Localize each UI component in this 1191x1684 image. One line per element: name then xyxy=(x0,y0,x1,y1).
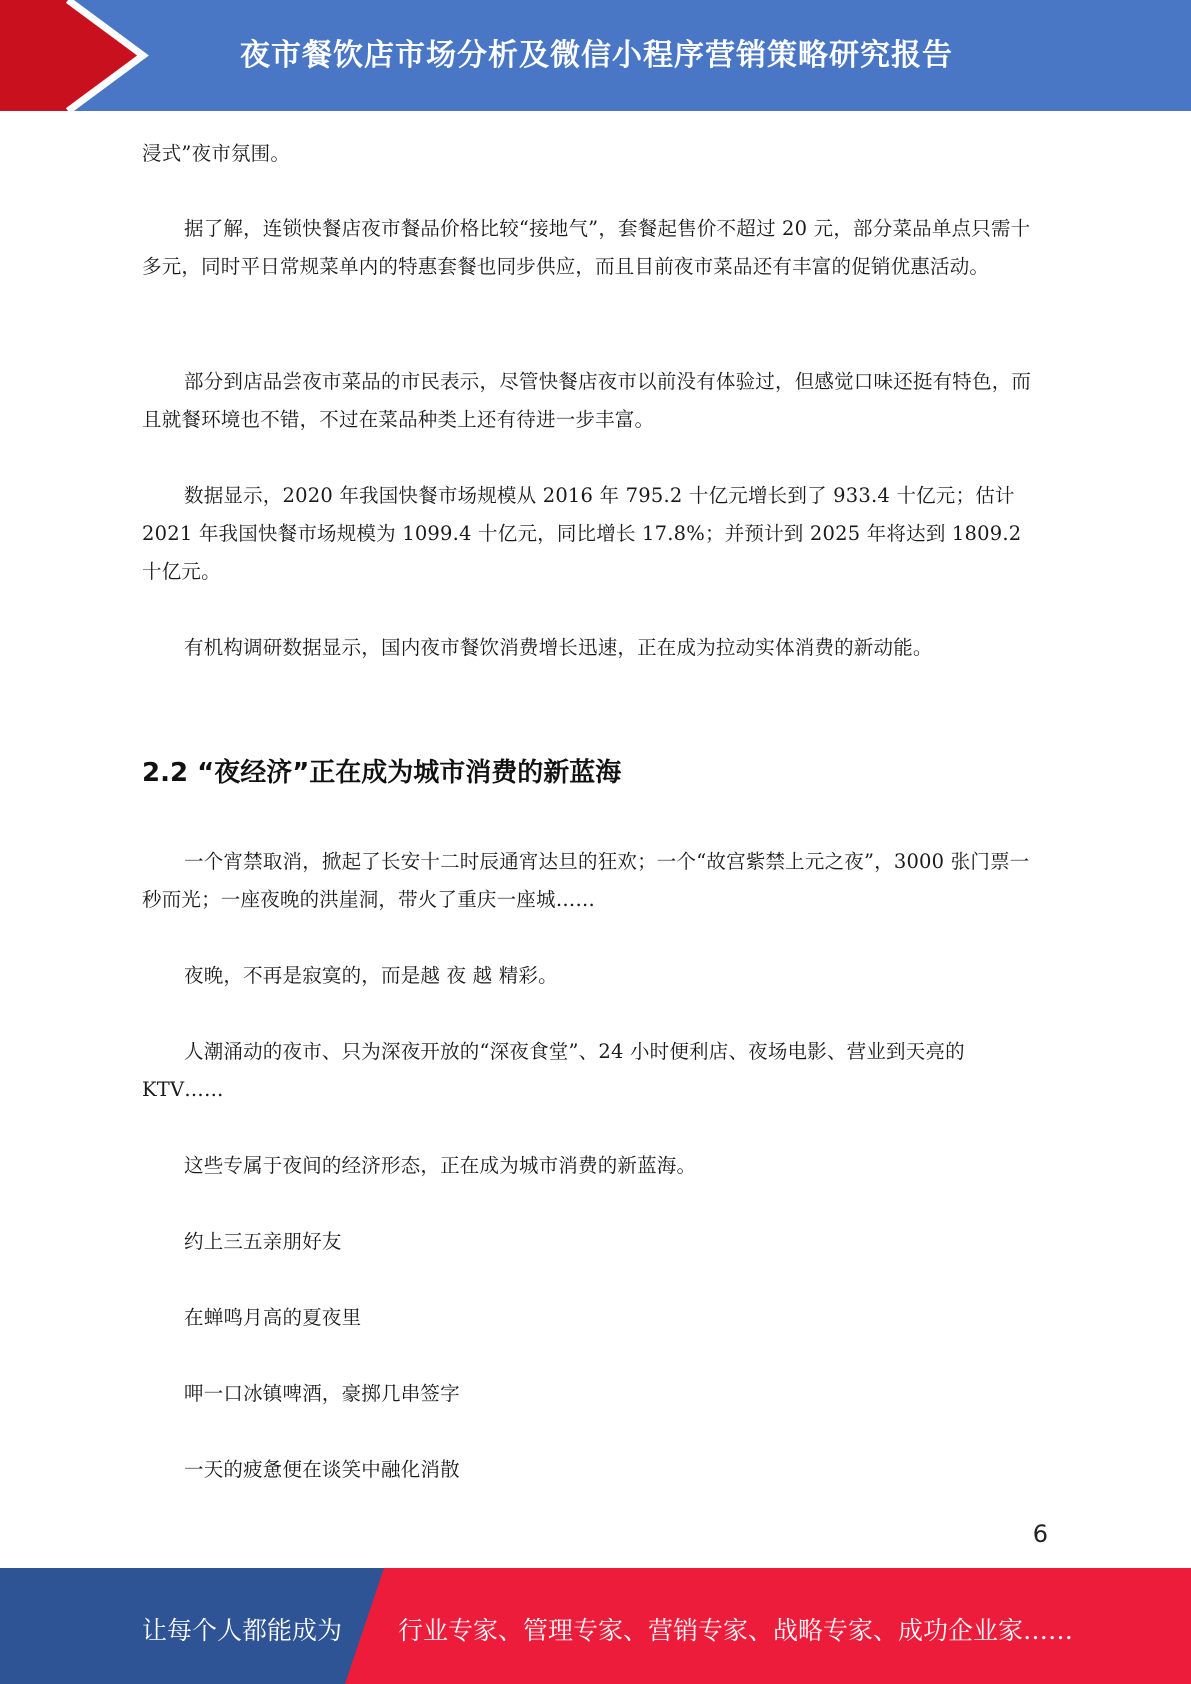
header-band xyxy=(0,0,1191,111)
paragraph: 夜晚，不再是寂寞的，而是越 夜 越 精彩。 xyxy=(184,964,558,987)
chevron-arrow-icon xyxy=(0,0,160,111)
footer-slogan-left: 让每个人都能成为 xyxy=(142,1616,343,1645)
paragraph: 浸式”夜市氛围。 xyxy=(142,142,291,165)
page-number: 6 xyxy=(1032,1520,1048,1548)
paragraph: 在蝉鸣月高的夏夜里 xyxy=(184,1306,362,1329)
footer-band xyxy=(0,1568,1191,1684)
paragraph: 一个宵禁取消，掀起了长安十二时辰通宵达旦的狂欢；一个“故宫紫禁上元之夜”，3000 张门票一秒而光；一座夜晚的洪崖洞，带火了重庆一座城…… xyxy=(142,850,1030,911)
footer-slogan-right: 行业专家、管理专家、营销专家、战略专家、成功企业家…… xyxy=(398,1616,1074,1645)
paragraph: 据了解，连锁快餐店夜市餐品价格比较“接地气”，套餐起售价不超过 20 元，部分菜品单点只需十多元，同时平日常规菜单内的特惠套餐也同步供应，而且目前夜市菜品还有丰富的促销优惠活动。 xyxy=(142,217,1031,278)
paragraph: 数据显示，2020 年我国快餐市场规模从 2016 年 795.2 十亿元增长到了 933.4 十亿元；估计 2021 年我国快餐市场规模为 1099.4 十亿元，同比增长 17.8%；并预计到 2025 年将达到 1809.2 十亿元。 xyxy=(142,484,1022,583)
paragraph: 有机构调研数据显示，国内夜市餐饮消费增长迅速，正在成为拉动实体消费的新动能。 xyxy=(184,636,933,659)
paragraph: 部分到店品尝夜市菜品的市民表示，尽管快餐店夜市以前没有体验过，但感觉口味还挺有特色，而且就餐环境也不错，不过在菜品种类上还有待进一步丰富。 xyxy=(142,370,1032,431)
report-title: 夜市餐饮店市场分析及微信小程序营销策略研究报告 xyxy=(240,38,953,73)
paragraph: 呷一口冰镇啤酒，豪掷几串签字 xyxy=(184,1382,460,1405)
paragraph: 人潮涌动的夜市、只为深夜开放的“深夜食堂”、24 小时便利店、夜场电影、营业到天亮的 KTV…… xyxy=(142,1040,965,1101)
paragraph: 一天的疲惫便在谈笑中融化消散 xyxy=(184,1458,460,1481)
paragraph: 约上三五亲朋好友 xyxy=(184,1230,342,1253)
section-heading: 2.2 “夜经济”正在成为城市消费的新蓝海 xyxy=(142,758,622,788)
paragraph: 这些专属于夜间的经济形态，正在成为城市消费的新蓝海。 xyxy=(184,1154,697,1177)
